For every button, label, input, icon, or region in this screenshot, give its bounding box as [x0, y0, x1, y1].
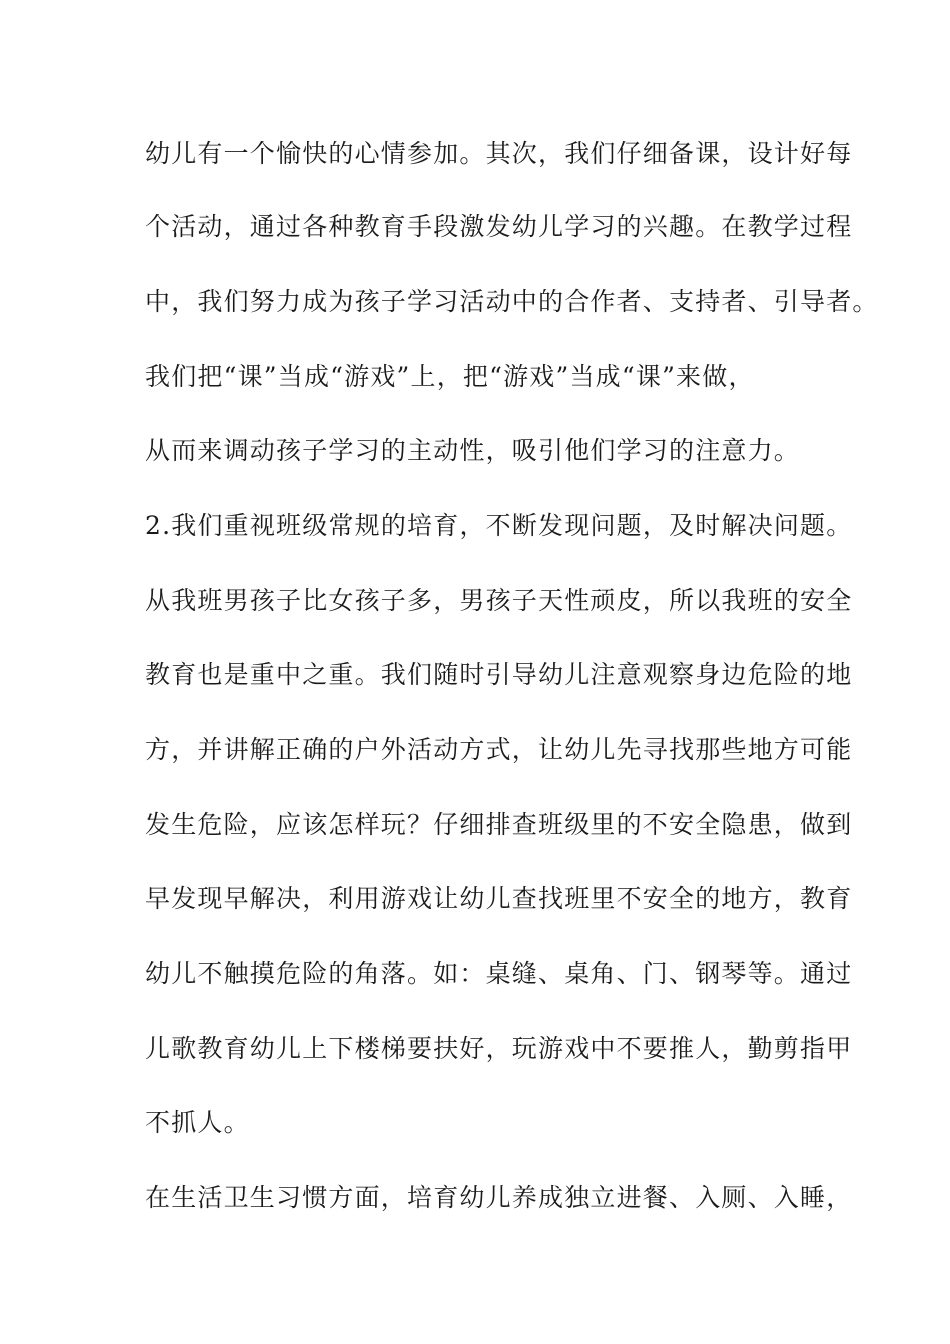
- text-line: 从而来调动孩子学习的主动性，吸引他们学习的注意力。: [145, 436, 801, 465]
- text-line: 早发现早解决，利用游戏让幼儿查找班里不安全的地方，教育: [145, 884, 853, 913]
- text-line: 2.我们重视班级常规的培育，不断发现问题，及时解决问题。: [145, 511, 853, 540]
- text-line: 幼儿不触摸危险的角落。如：桌缝、桌角、门、钢琴等。通过: [145, 959, 853, 988]
- text-line: 儿歌教育幼儿上下楼梯要扶好，玩游戏中不要推人，勤剪指甲: [145, 1034, 853, 1063]
- text-line: 发生危险，应该怎样玩？仔细排查班级里的不安全隐患，做到: [145, 810, 853, 839]
- text-line: 教育也是重中之重。我们随时引导幼儿注意观察身边危险的地: [145, 660, 853, 689]
- text-line: 不抓人。: [145, 1108, 250, 1137]
- text-line: 我们把“课”当成“游戏”上，把“游戏”当成“课”来做，: [145, 362, 755, 391]
- text-line: 个活动，通过各种教育手段激发幼儿学习的兴趣。在教学过程: [145, 212, 853, 241]
- text-line: 中，我们努力成为孩子学习活动中的合作者、支持者、引导者。: [145, 287, 879, 316]
- text-line: 从我班男孩子比女孩子多，男孩子天性顽皮，所以我班的安全: [145, 586, 853, 615]
- text-line: 幼儿有一个愉快的心情参加。其次，我们仔细备课，设计好每: [145, 139, 853, 168]
- text-line: 方，并讲解正确的户外活动方式，让幼儿先寻找那些地方可能: [145, 735, 853, 764]
- text-line: 在生活卫生习惯方面，培育幼儿养成独立进餐、入厕、入睡，: [145, 1183, 853, 1212]
